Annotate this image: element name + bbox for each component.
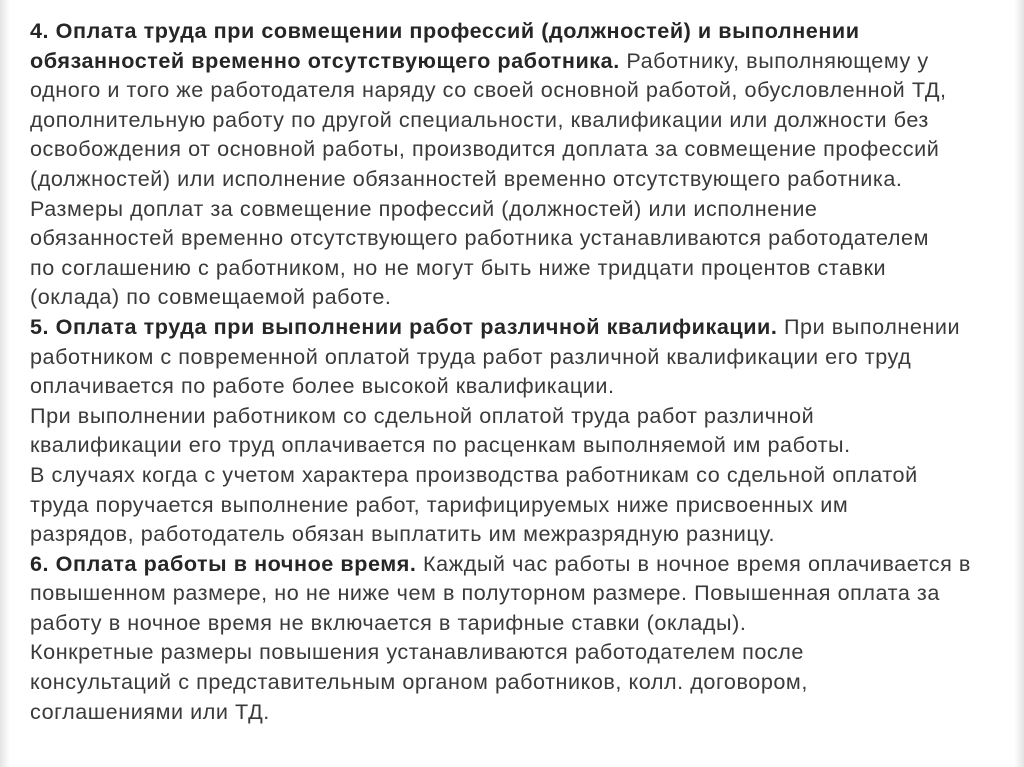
left-edge-shadow <box>0 0 10 767</box>
section-6-heading: 6. Оплата работы в ночное время. <box>30 550 417 576</box>
line-text: консультаций с представительным органом работников, колл. договором, <box>30 669 808 695</box>
line-text: обязанностей временно отсутствующего работника устанавливаются работодателем <box>30 225 929 251</box>
text-line <box>30 697 1006 727</box>
line-text: Размеры доплат за совмещение профессий (должностей) или исполнение <box>30 195 818 221</box>
text-line <box>30 223 1006 253</box>
line-text: труда поручается выполнение работ, тарифицируемых ниже присвоенных им <box>30 491 849 517</box>
line-text: одного и того же работодателя наряду со своей основной работой, обусловленной ТД, <box>30 77 947 103</box>
text-line <box>30 164 1006 194</box>
section-5-heading: 5. Оплата труда при выполнении работ различной квалификации. <box>30 313 778 339</box>
line-text: В случаях когда с учетом характера производства работникам со сдельной оплатой <box>30 461 918 487</box>
text-line <box>30 371 1006 401</box>
text-line <box>30 667 1006 697</box>
section-4-heading: 4. Оплата труда при совмещении профессий (должностей) и выполнении <box>30 18 860 43</box>
text-line <box>30 401 1006 431</box>
text-line <box>30 637 1006 667</box>
section-4-heading-cont: обязанностей временно отсутствующего работника. <box>30 47 620 73</box>
line-text: освобождения от основной работы, производится доплата за совмещение профессий <box>30 136 940 162</box>
text-line <box>30 460 1006 490</box>
line-text: При выполнении работником со сдельной оплатой труда работ различной <box>30 402 815 428</box>
text-line <box>30 105 1006 135</box>
text-line <box>30 490 1006 520</box>
line-text: дополнительную работу по другой специальности, квалификации или должности без <box>30 106 929 132</box>
text-line <box>30 253 1006 283</box>
text-line <box>30 312 1006 342</box>
text-line <box>30 75 1006 105</box>
text-line <box>30 282 1006 312</box>
line-text: работу в ночное время не включается в тарифные ставки (оклады). <box>30 609 747 635</box>
line-text: оплачивается по работе более высокой квалификации. <box>30 373 615 399</box>
line-text: повышенном размере, но не ниже чем в полуторном размере. Повышенная оплата за <box>30 580 940 606</box>
text-line <box>30 46 1006 76</box>
line-text: соглашениями или ТД. <box>30 698 270 724</box>
text-line <box>30 16 1006 46</box>
line-text: При выполнении <box>777 313 961 339</box>
text-line <box>30 608 1006 638</box>
line-text: квалификации его труд оплачивается по расценкам выполняемой им работы. <box>30 432 851 458</box>
text-line <box>30 430 1006 460</box>
line-text: разрядов, работодатель обязан выплатить им межразрядную разницу. <box>30 521 776 547</box>
line-text: по соглашению с работником, но не могут быть ниже тридцати процентов ставки <box>30 254 887 280</box>
line-text: (оклада) по совмещаемой работе. <box>30 284 392 310</box>
line-text: работником с повременной оплатой труда работ различной квалификации его труд <box>30 343 912 369</box>
line-text: Каждый час работы в ночное время оплачивается в <box>416 550 971 576</box>
text-line <box>30 134 1006 164</box>
text-line <box>30 194 1006 224</box>
text-line <box>30 578 1006 608</box>
text-line <box>30 342 1006 372</box>
line-text: Работнику, выполняющему у <box>619 47 929 73</box>
text-line <box>30 519 1006 549</box>
text-line <box>30 549 1006 579</box>
right-edge-shadow <box>1014 0 1024 767</box>
document-body <box>30 16 1006 726</box>
line-text: (должностей) или исполнение обязанностей временно отсутствующего работника. <box>30 165 903 191</box>
line-text: Конкретные размеры повышения устанавливаются работодателем после <box>30 639 804 665</box>
